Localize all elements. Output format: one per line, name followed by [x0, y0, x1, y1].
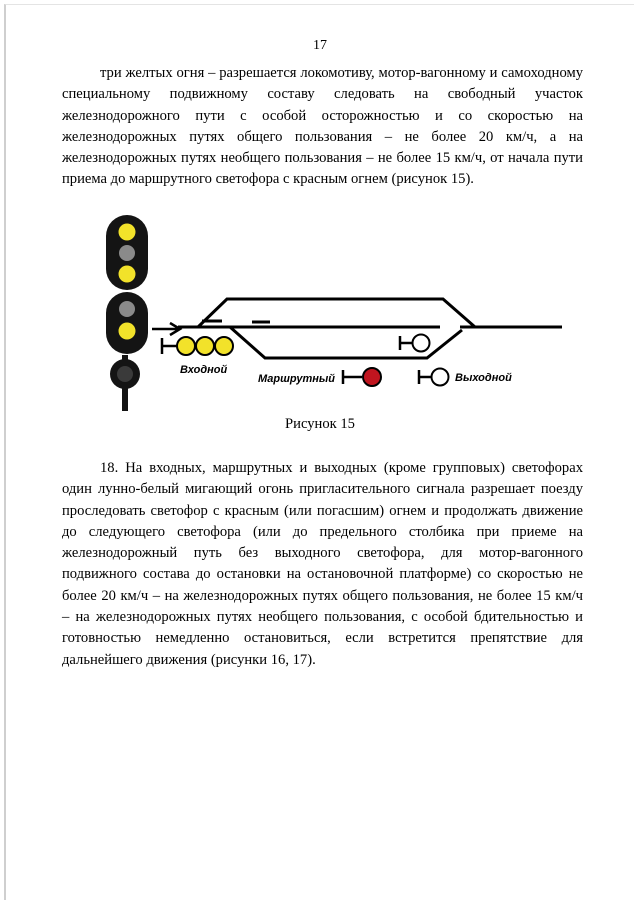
lens-middle-2-yellow — [119, 323, 136, 340]
exit-signal-symbol — [419, 369, 449, 386]
lens-middle-1-gray — [119, 301, 135, 317]
train-direction-arrow — [152, 323, 180, 335]
lens-upper-3-yellow — [119, 266, 136, 283]
paragraph-three-yellow: три желтых огня – разрешается локомотиву, мотор-вагонному и самоходному специальному подвижному составу следовать на свободный участок железнодорожного пути с особой осторожностью и со скоростью на железнодорожных путях общего пользования – не более 20 км/ч, а на железнодорожных путях необщего пользования – не более 15 км/ч, от начала пути приема до маршрутного светофора с красным огнем (рисунок 15). — [62, 65, 583, 188]
page-number: 17 — [313, 38, 327, 53]
label-route-signal: Маршрутный — [258, 373, 336, 385]
lens-lower-dark — [117, 366, 133, 382]
paragraph-18-calling-on: 18. На входных, маршрутных и выходных (кроме групповых) светофорах один лунно-белый мигающий огонь пригласительного сигнала разрешает поезду проследовать светофор с красным (или погасшим) огнем и продолжать движение до следующего светофора (или до предельного столбика при приеме на железнодорожный путь без выходного светофора, для мотор-вагонного подвижного состава до остановки на остановочной платформе) со скоростью не более 20 км/ч – на железнодорожных путях общего пользования, не более 15 км/ч – на железнодорожных путях необщего пользования, с особой бдительностью и готовностью немедленно остановиться, если встретится препятствие для дальнейшего движения (рисунки 16, 17). — [62, 460, 583, 668]
figure-15-diagram — [100, 210, 570, 415]
figure-caption: Рисунок 15 — [285, 416, 355, 432]
lens-upper-1-yellow — [119, 224, 136, 241]
label-entry-signal: Входной — [180, 364, 228, 376]
entry-signal-symbol — [162, 337, 233, 355]
lens-upper-2-gray — [119, 245, 135, 261]
exit-signal-upper-track — [400, 335, 430, 352]
label-exit-signal: Выходной — [455, 372, 512, 384]
route-signal-symbol — [343, 368, 381, 386]
track-layout — [178, 299, 562, 358]
